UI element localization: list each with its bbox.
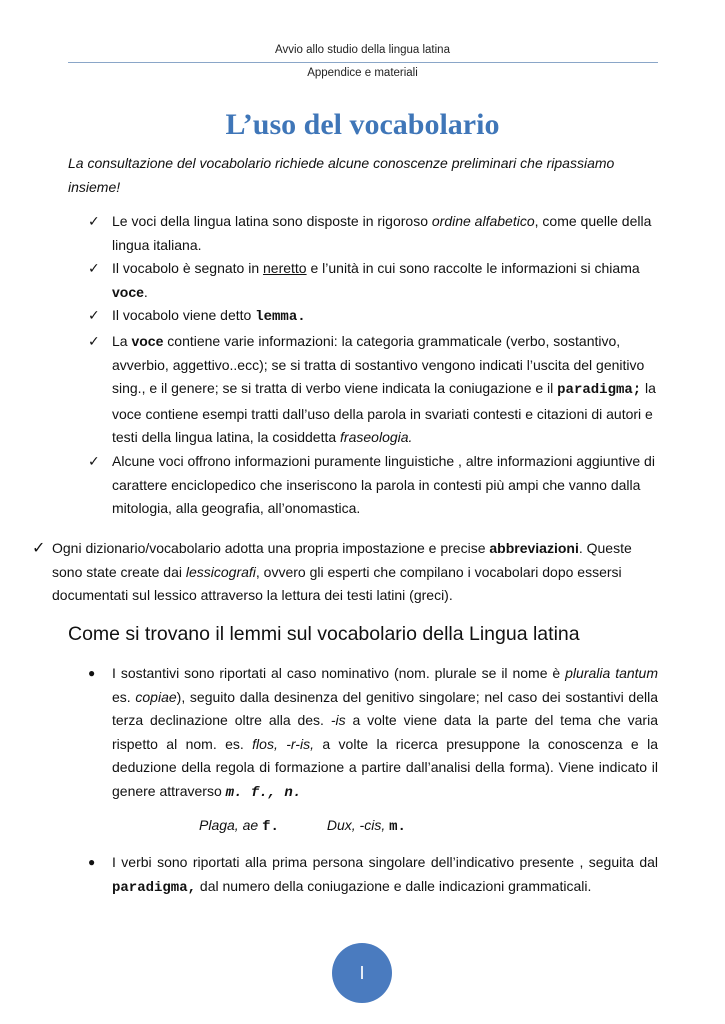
item-text: Alcune voci offrono informazioni puramente linguistiche , altre informazioni aggiuntive di carattere enciclopedico che inseriscono la parola in contesti più ampi che vanno dalla mitologia, alla geografia, all’onomastica. xyxy=(112,452,655,517)
bullet-list xyxy=(88,662,658,805)
item-text: , ovvero gli esperti che compilano i vocabolari dopo essersi documentati sul lessico attraverso la lettura dei testi latini (greci). xyxy=(52,563,622,603)
item-bold: paradigma, xyxy=(112,879,197,896)
item-bold: lemma. xyxy=(255,309,306,326)
item-emphasis: flos, -r-is, xyxy=(252,735,314,752)
item-emphasis: copiae xyxy=(135,688,177,705)
intro-paragraph: La consultazione del vocabolario richiede alcune conoscenze preliminari che ripassiamo insieme! xyxy=(68,155,615,195)
outer-check-text xyxy=(32,537,662,608)
checkmark-icon: ✓ xyxy=(32,540,46,557)
list-item xyxy=(88,210,658,257)
list-item xyxy=(88,851,658,900)
item-text: Il vocabolo è segnato in xyxy=(112,260,263,277)
item-text: , come quelle della lingua italiana. xyxy=(112,213,652,253)
list-item xyxy=(88,330,658,450)
item-text: dal numero della coniugazione e dalle indicazioni grammaticali. xyxy=(196,877,592,894)
item-text: es. xyxy=(112,688,136,705)
bullet-list-2 xyxy=(88,851,658,900)
item-text: . Queste sono state create dai xyxy=(52,540,632,580)
checkmark-icon: ✓ xyxy=(88,260,100,277)
checkmark-icon: ✓ xyxy=(88,452,100,469)
item-bold: voce xyxy=(131,332,164,349)
example-line xyxy=(199,817,406,835)
item-text: I verbi sono riportati alla prima persona singolare dell’indicativo presente , seguita dal xyxy=(112,854,658,870)
item-text: e l’unità in cui sono raccolte le informazioni si chiama xyxy=(306,260,640,277)
item-bold: voce xyxy=(112,283,144,300)
checkmark-icon: ✓ xyxy=(88,332,100,349)
item-emphasis: ordine alfabetico xyxy=(431,213,535,229)
item-text: Il vocabolo viene detto xyxy=(112,307,256,324)
outer-check-item xyxy=(32,537,662,608)
item-text: Ogni dizionario/vocabolario adotta una propria impostazione e precise xyxy=(52,540,490,556)
example-bold: f. xyxy=(262,819,279,835)
item-text: . xyxy=(143,283,148,300)
page-title: L’uso del vocabolario xyxy=(225,108,500,141)
section-heading: Come si trovano il lemmi sul vocabolario della Lingua latina xyxy=(68,623,580,645)
item-text: la voce contiene esempi tratti dall’uso della parola in svariati contesti e citazioni di autori e testi della lingua latina, la cosiddetta xyxy=(112,380,656,446)
checklist xyxy=(88,210,658,521)
item-underlined: neretto xyxy=(263,260,307,277)
item-text: a volte la ricerca presuppone la conoscenza e la deduzione della regola di formazione a partire dall’analisi della forma). Viene indicato il genere attraverso xyxy=(112,735,658,799)
list-item xyxy=(88,450,658,521)
item-text: ), seguito dalla desinenza del genitivo singolare; nel caso dei sostantivi della terza declinazione oltre alla des. xyxy=(112,688,658,728)
item-bold: m. f., n. xyxy=(225,784,302,801)
bullet-icon: ● xyxy=(88,855,96,869)
list-item xyxy=(88,257,658,304)
example-text: Plaga, ae xyxy=(199,817,263,833)
header-divider xyxy=(68,62,658,63)
item-emphasis: pluralia tantum xyxy=(565,665,659,681)
item-text: I sostantivi sono riportati al caso nominativo (nom. plurale se il nome è xyxy=(112,665,566,681)
header-section: Appendice e materiali xyxy=(307,67,418,79)
item-text: Le voci della lingua latina sono disposte in rigoroso xyxy=(112,213,432,229)
checkmark-icon: ✓ xyxy=(88,213,100,229)
list-item xyxy=(88,304,658,330)
page-number-badge: I xyxy=(332,943,392,1003)
item-emphasis: lessicografi xyxy=(185,563,256,580)
bullet-icon: ● xyxy=(88,666,96,680)
checkmark-icon: ✓ xyxy=(88,307,100,324)
item-text: contiene varie informazioni: la categoria grammaticale (verbo, sostantivo, avverbio, aggettivo..ecc); se si tratta di sostantivo vengono indicati l’uscita del genitivo sing., e il genere; se si tratta di verbo viene indicata la coniugazione e il xyxy=(112,332,645,397)
header-course-title: Avvio allo studio della lingua latina xyxy=(275,44,450,56)
item-bold: paradigma; xyxy=(557,382,642,399)
example-bold: m. xyxy=(389,819,406,835)
item-bold: abbreviazioni xyxy=(489,540,579,556)
example-text: Dux, -cis, xyxy=(326,817,390,833)
list-item xyxy=(88,662,658,805)
item-text: a volte viene data la parte del tema che varia rispetto al nom. es. xyxy=(112,712,658,752)
item-emphasis: fraseologia. xyxy=(340,429,413,446)
item-emphasis: -is xyxy=(330,712,346,728)
item-text: La xyxy=(112,332,132,349)
